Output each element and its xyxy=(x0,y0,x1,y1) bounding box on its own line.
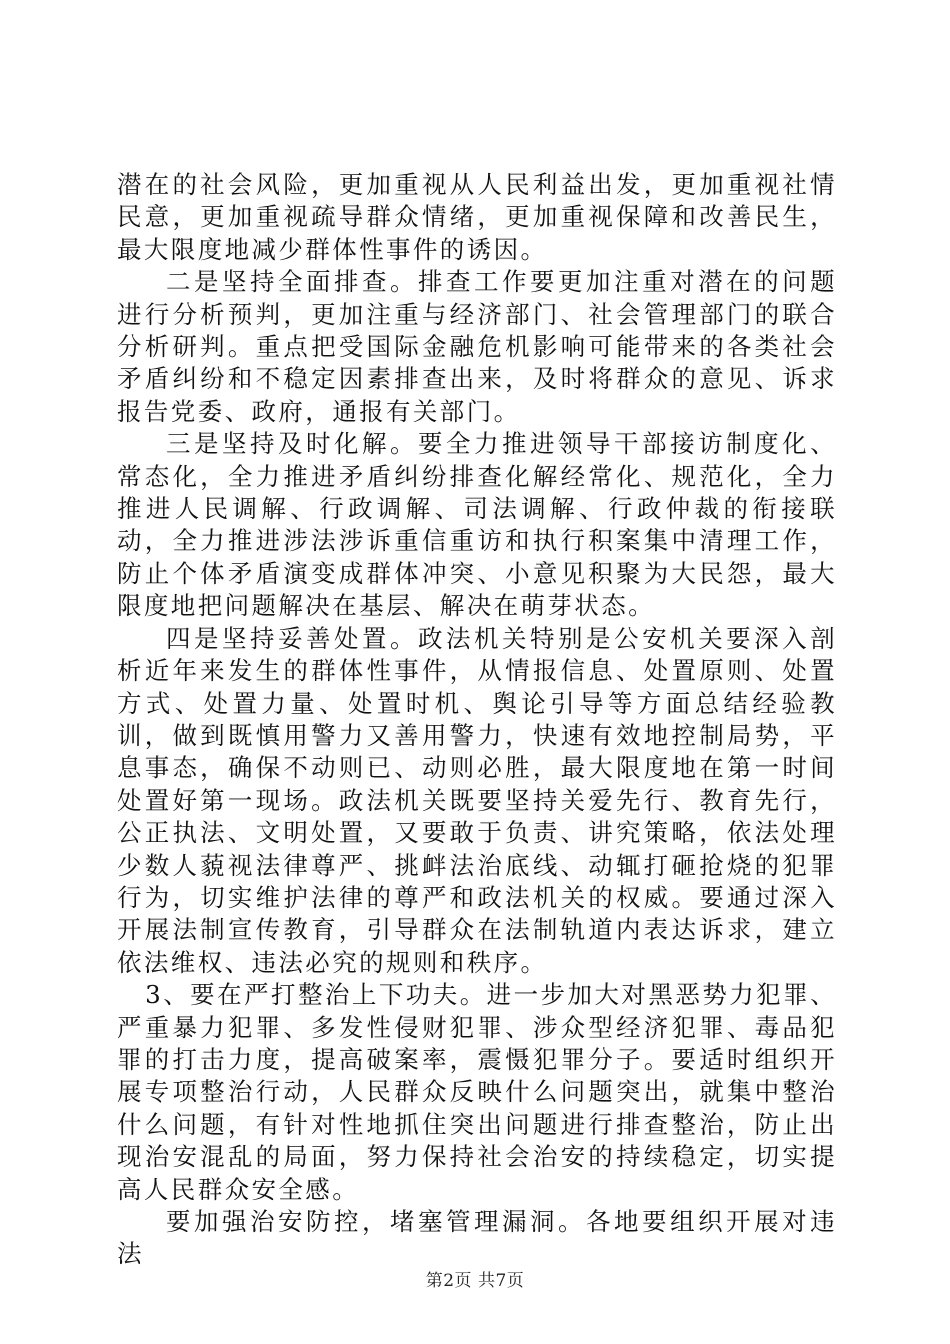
paragraph-continuation: 潜在的社会风险，更加重视从人民利益出发，更加重视社情民意，更加重视疏导群众情绪，更加重视保障和改善民生，最大限度地减少群体性事件的诱因。 xyxy=(117,170,837,264)
page-number-footer: 第2页 共7页 xyxy=(425,1271,525,1291)
paragraph-timely-resolution: 三是坚持及时化解。要全力推进领导干部接访制度化、常态化，全力推进矛盾纠纷排查化解经常化、规范化，全力推进人民调解、行政调解、司法调解、行政仲裁的衔接联动，全力推进涉法涉诉重信重访和执行积案集中清理工作，防止个体矛盾演变成群体冲突、小意见积聚为大民怨，最大限度地把问题解决在基层、解决在萌芽状态。 xyxy=(117,429,837,621)
paragraph-security-control: 要加强治安防控，堵塞管理漏洞。各地要组织开展对违法 xyxy=(117,1207,837,1269)
paragraph-comprehensive-screening: 二是坚持全面排查。排查工作要更加注重对潜在的问题进行分析预判，更加注重与经济部门、社会管理部门的联合分析研判。重点把受国际金融危机影响可能带来的各类社会矛盾纠纷和不稳定因素排查出来，及时将群众的意见、诉求报告党委、政府，通报有关部门。 xyxy=(117,267,837,426)
paragraph-proper-handling: 四是坚持妥善处置。政法机关特别是公安机关要深入剖析近年来发生的群体性事件，从情报信息、处置原则、处置方式、处置力量、处置时机、舆论引导等方面总结经验教训，做到既慎用警力又善用警力，快速有效地控制局势，平息事态，确保不动则已、动则必胜，最大限度地在第一时间处置好第一现场。政法机关既要坚持关爱先行、教育先行，公正执法、文明处置，又要敢于负责、讲究策略，依法处理少数人藐视法律尊严、挑衅法治底线、动辄打砸抢烧的犯罪行为，切实维护法律的尊严和政法机关的权威。要通过深入开展法制宣传教育，引导群众在法制轨道内表达诉求，建立依法维权、违法必究的规则和秩序。 xyxy=(117,623,837,977)
body-text xyxy=(117,169,837,1271)
paragraph-strike-hard: 3、要在严打整治上下功夫。进一步加大对黑恶势力犯罪、严重暴力犯罪、多发性侵财犯罪、涉众型经济犯罪、毒品犯罪的打击力度，提高破案率，震慑犯罪分子。要适时组织开展专项整治行动，人民群众反映什么问题突出，就集中整治什么问题，有针对性地抓住突出问题进行排查整治，防止出现治安混乱的局面，努力保持社会治安的持续稳定，切实提高人民群众安全感。 xyxy=(117,980,837,1204)
